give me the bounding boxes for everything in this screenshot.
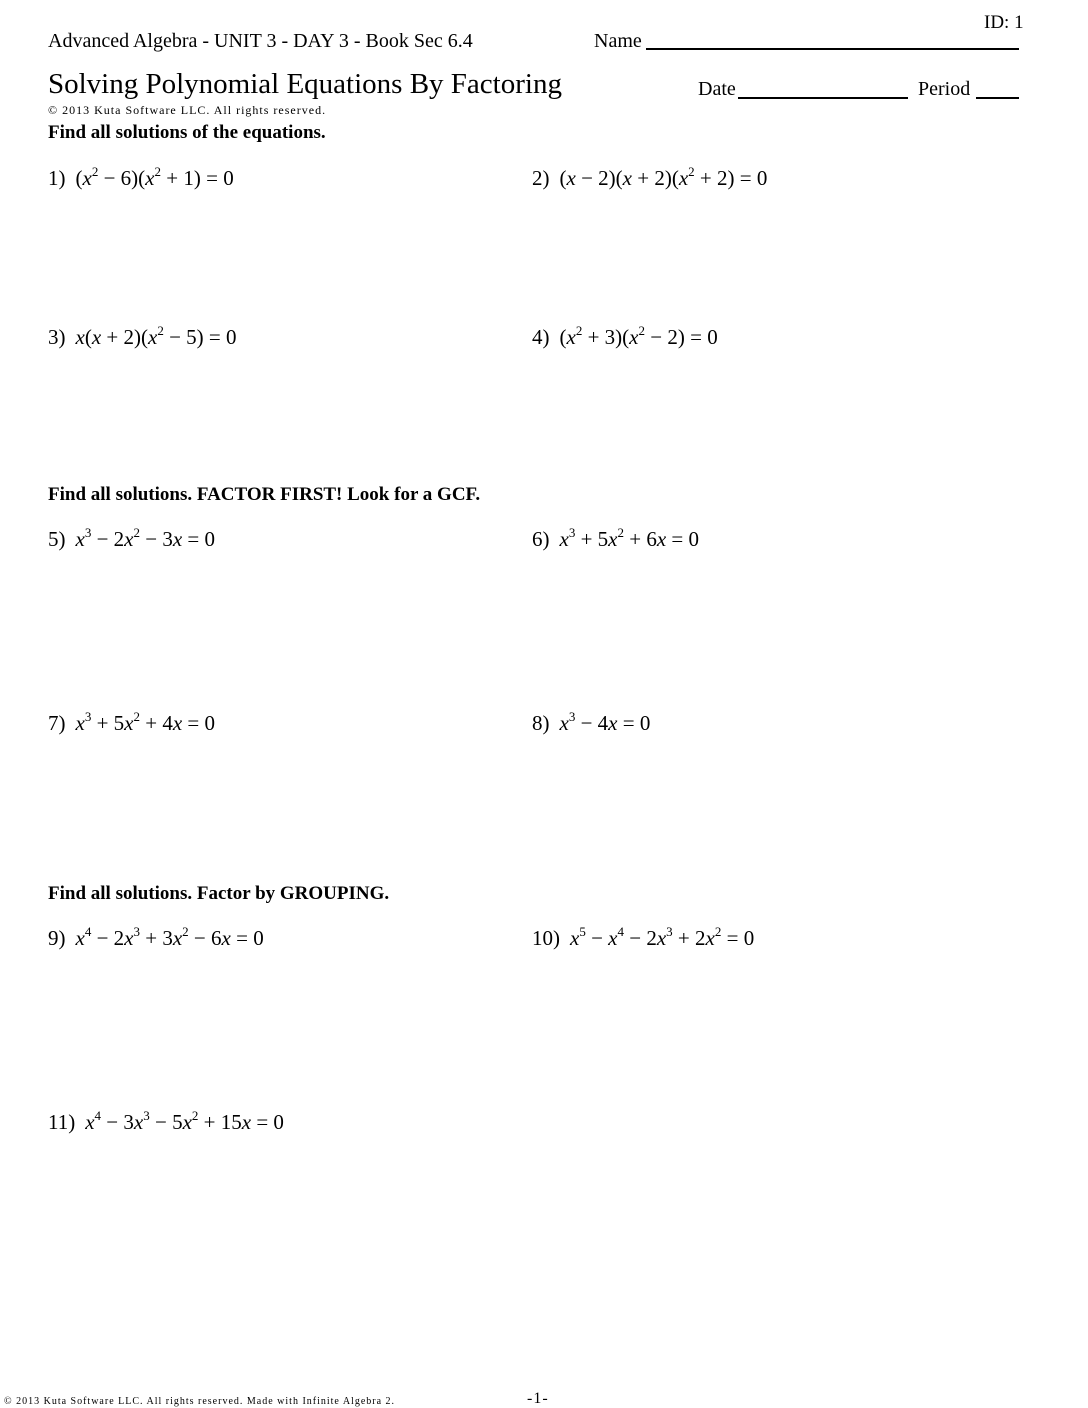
problem-equation: $(x^2 - 6)(x^2 + 1) = 0$	[75, 164, 234, 190]
problem-10	[532, 926, 754, 951]
section-instruction-2: Find all solutions. FACTOR FIRST! Look for a GCF.	[48, 484, 481, 505]
problem-equation: $x^4 - 2x^3 + 3x^2 - 6x = 0$	[75, 924, 264, 950]
problem-equation: $x^5 - x^4 - 2x^3 + 2x^2 = 0$	[570, 924, 755, 950]
problem-9	[48, 926, 264, 951]
problem-equation: $x^3 - 4x = 0$	[559, 709, 651, 735]
problem-1	[48, 166, 234, 191]
course-title: Advanced Algebra - UNIT 3 - DAY 3 - Book Sec 6.4	[48, 30, 473, 52]
problem-equation: $(x - 2)(x + 2)(x^2 + 2) = 0$	[559, 164, 768, 190]
problem-number: 2)	[532, 166, 550, 190]
period-label: Period	[918, 78, 971, 100]
section-instruction-3: Find all solutions. Factor by GROUPING.	[48, 883, 390, 904]
worksheet-title: Solving Polynomial Equations By Factoring	[48, 68, 562, 100]
problem-8	[532, 711, 650, 736]
problem-number: 4)	[532, 325, 550, 349]
problem-number: 9)	[48, 926, 66, 950]
problem-number: 3)	[48, 325, 66, 349]
section-instruction-1: Find all solutions of the equations.	[48, 122, 326, 143]
footer-copyright: © 2013 Kuta Software LLC. All rights reserved. Made with Infinite Algebra 2.	[4, 1396, 396, 1407]
problem-equation: $(x^2 + 3)(x^2 - 2) = 0$	[559, 323, 718, 349]
problem-number: 10)	[532, 926, 560, 950]
problem-11	[48, 1110, 284, 1135]
problem-4	[532, 325, 718, 350]
problem-equation: $x^3 + 5x^2 + 4x = 0$	[75, 709, 216, 735]
problem-7	[48, 711, 215, 736]
problem-number: 6)	[532, 527, 550, 551]
name-blank-line	[646, 48, 1019, 50]
problem-number: 8)	[532, 711, 550, 735]
problem-equation: $x^3 - 2x^2 - 3x = 0$	[75, 525, 216, 551]
page-number: -1-	[527, 1390, 549, 1407]
copyright-notice: © 2013 Kuta Software LLC. All rights reserved.	[48, 103, 327, 117]
date-label: Date	[698, 78, 736, 100]
problem-number: 7)	[48, 711, 66, 735]
problem-5	[48, 527, 215, 552]
name-label: Name	[594, 30, 642, 52]
problem-equation: $x(x + 2)(x^2 - 5) = 0$	[75, 323, 237, 349]
problem-2	[532, 166, 767, 191]
problem-number: 5)	[48, 527, 66, 551]
problem-6	[532, 527, 699, 552]
problem-number: 11)	[48, 1110, 76, 1134]
period-blank-line	[976, 97, 1019, 99]
worksheet-id: ID: 1	[984, 12, 1024, 33]
problem-3	[48, 325, 237, 350]
date-blank-line	[738, 97, 908, 99]
problem-equation: $x^3 + 5x^2 + 6x = 0$	[559, 525, 700, 551]
problem-equation: $x^4 - 3x^3 - 5x^2 + 15x = 0$	[85, 1108, 284, 1134]
problem-number: 1)	[48, 166, 66, 190]
